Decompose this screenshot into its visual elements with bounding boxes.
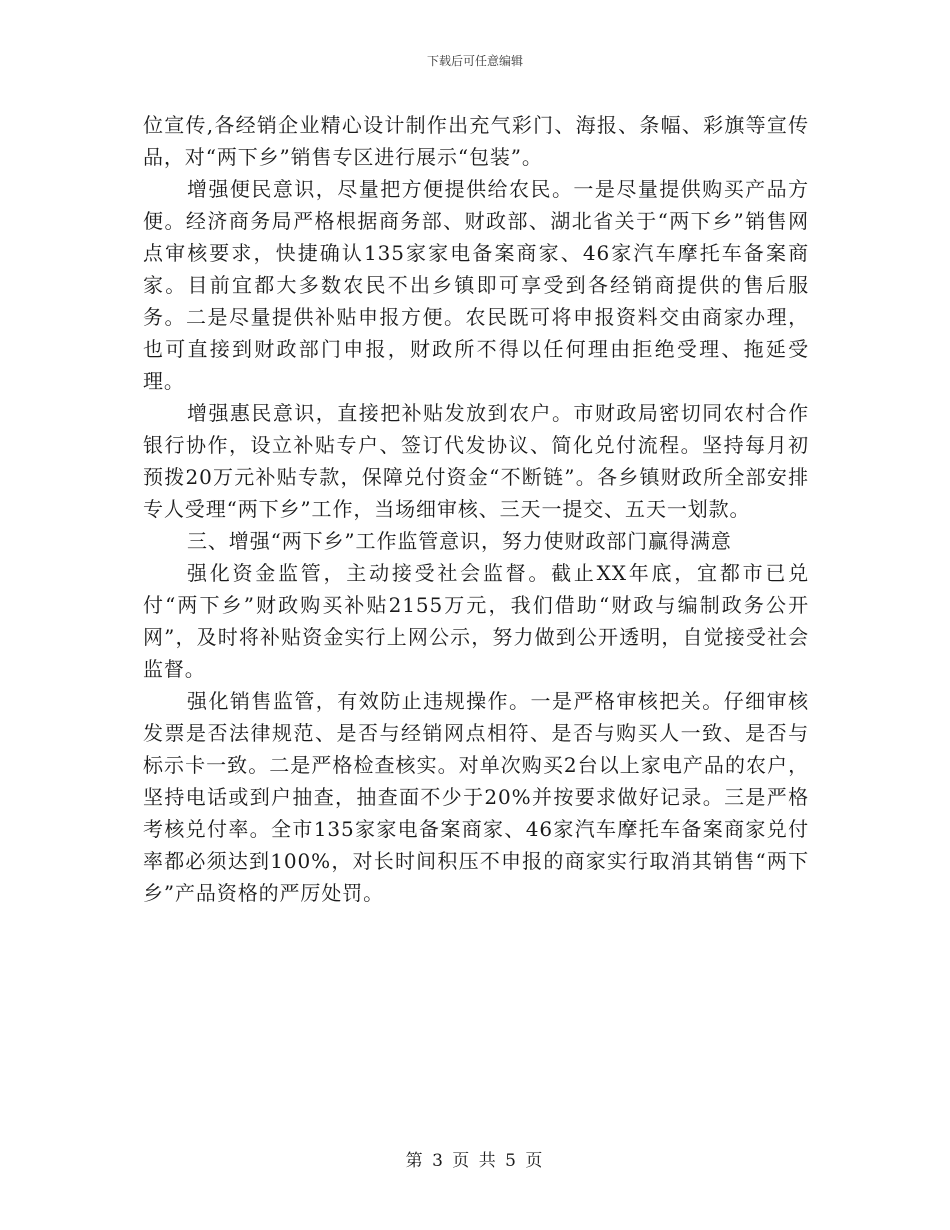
page-header-note: 下载后可任意编辑	[426, 54, 523, 68]
document-body	[143, 109, 809, 909]
paragraph-1: 位宣传,各经销企业精心设计制作出充气彩门、海报、条幅、彩旗等宣传品，对“两下乡”销售专区进行展示“包装”。	[143, 113, 809, 169]
paragraph-4: 强化资金监管，主动接受社会监督。截止XX年底，宜都市已兑付“两下乡”财政购买补贴2155万元，我们借助“财政与编制政务公开网”，及时将补贴资金实行上网公示，努力做到公开透明，自觉接受社会监督。	[143, 561, 809, 681]
page-number: 第 3 页 共 5 页	[405, 1151, 545, 1171]
paragraph-3: 增强惠民意识，直接把补贴发放到农户。市财政局密切同农村合作银行协作，设立补贴专户、签订代发协议、简化兑付流程。坚持每月初预拨20万元补贴专款，保障兑付资金“不断链”。各乡镇财政所全部安排专人受理“两下乡”工作，当场细审核、三天一提交、五天一划款。	[143, 401, 809, 521]
paragraph-5: 强化销售监管，有效防止违规操作。一是严格审核把关。仔细审核发票是否法律规范、是否与经销网点相符、是否与购买人一致、是否与标示卡一致。二是严格检查核实。对单次购买2台以上家电产品的农户，坚持电话或到户抽查，抽查面不少于20%并按要求做好记录。三是严格考核兑付率。全市135家家电备案商家、46家汽车摩托车备案商家兑付率都必须达到100%，对长时间积压不申报的商家实行取消其销售“两下乡”产品资格的严厉处罚。	[143, 689, 809, 905]
paragraph-2: 增强便民意识，尽量把方便提供给农民。一是尽量提供购买产品方便。经济商务局严格根据商务部、财政部、湖北省关于“两下乡”销售网点审核要求，快捷确认135家家电备案商家、46家汽车摩托车备案商家。目前宜都大多数农民不出乡镇即可享受到各经销商提供的售后服务。二是尽量提供补贴申报方便。农民既可将申报资料交由商家办理，也可直接到财政部门申报，财政所不得以任何理由拒绝受理、拖延受理。	[143, 177, 809, 393]
section-heading-3: 三、增强“两下乡”工作监管意识，努力使财政部门赢得满意	[187, 529, 732, 553]
